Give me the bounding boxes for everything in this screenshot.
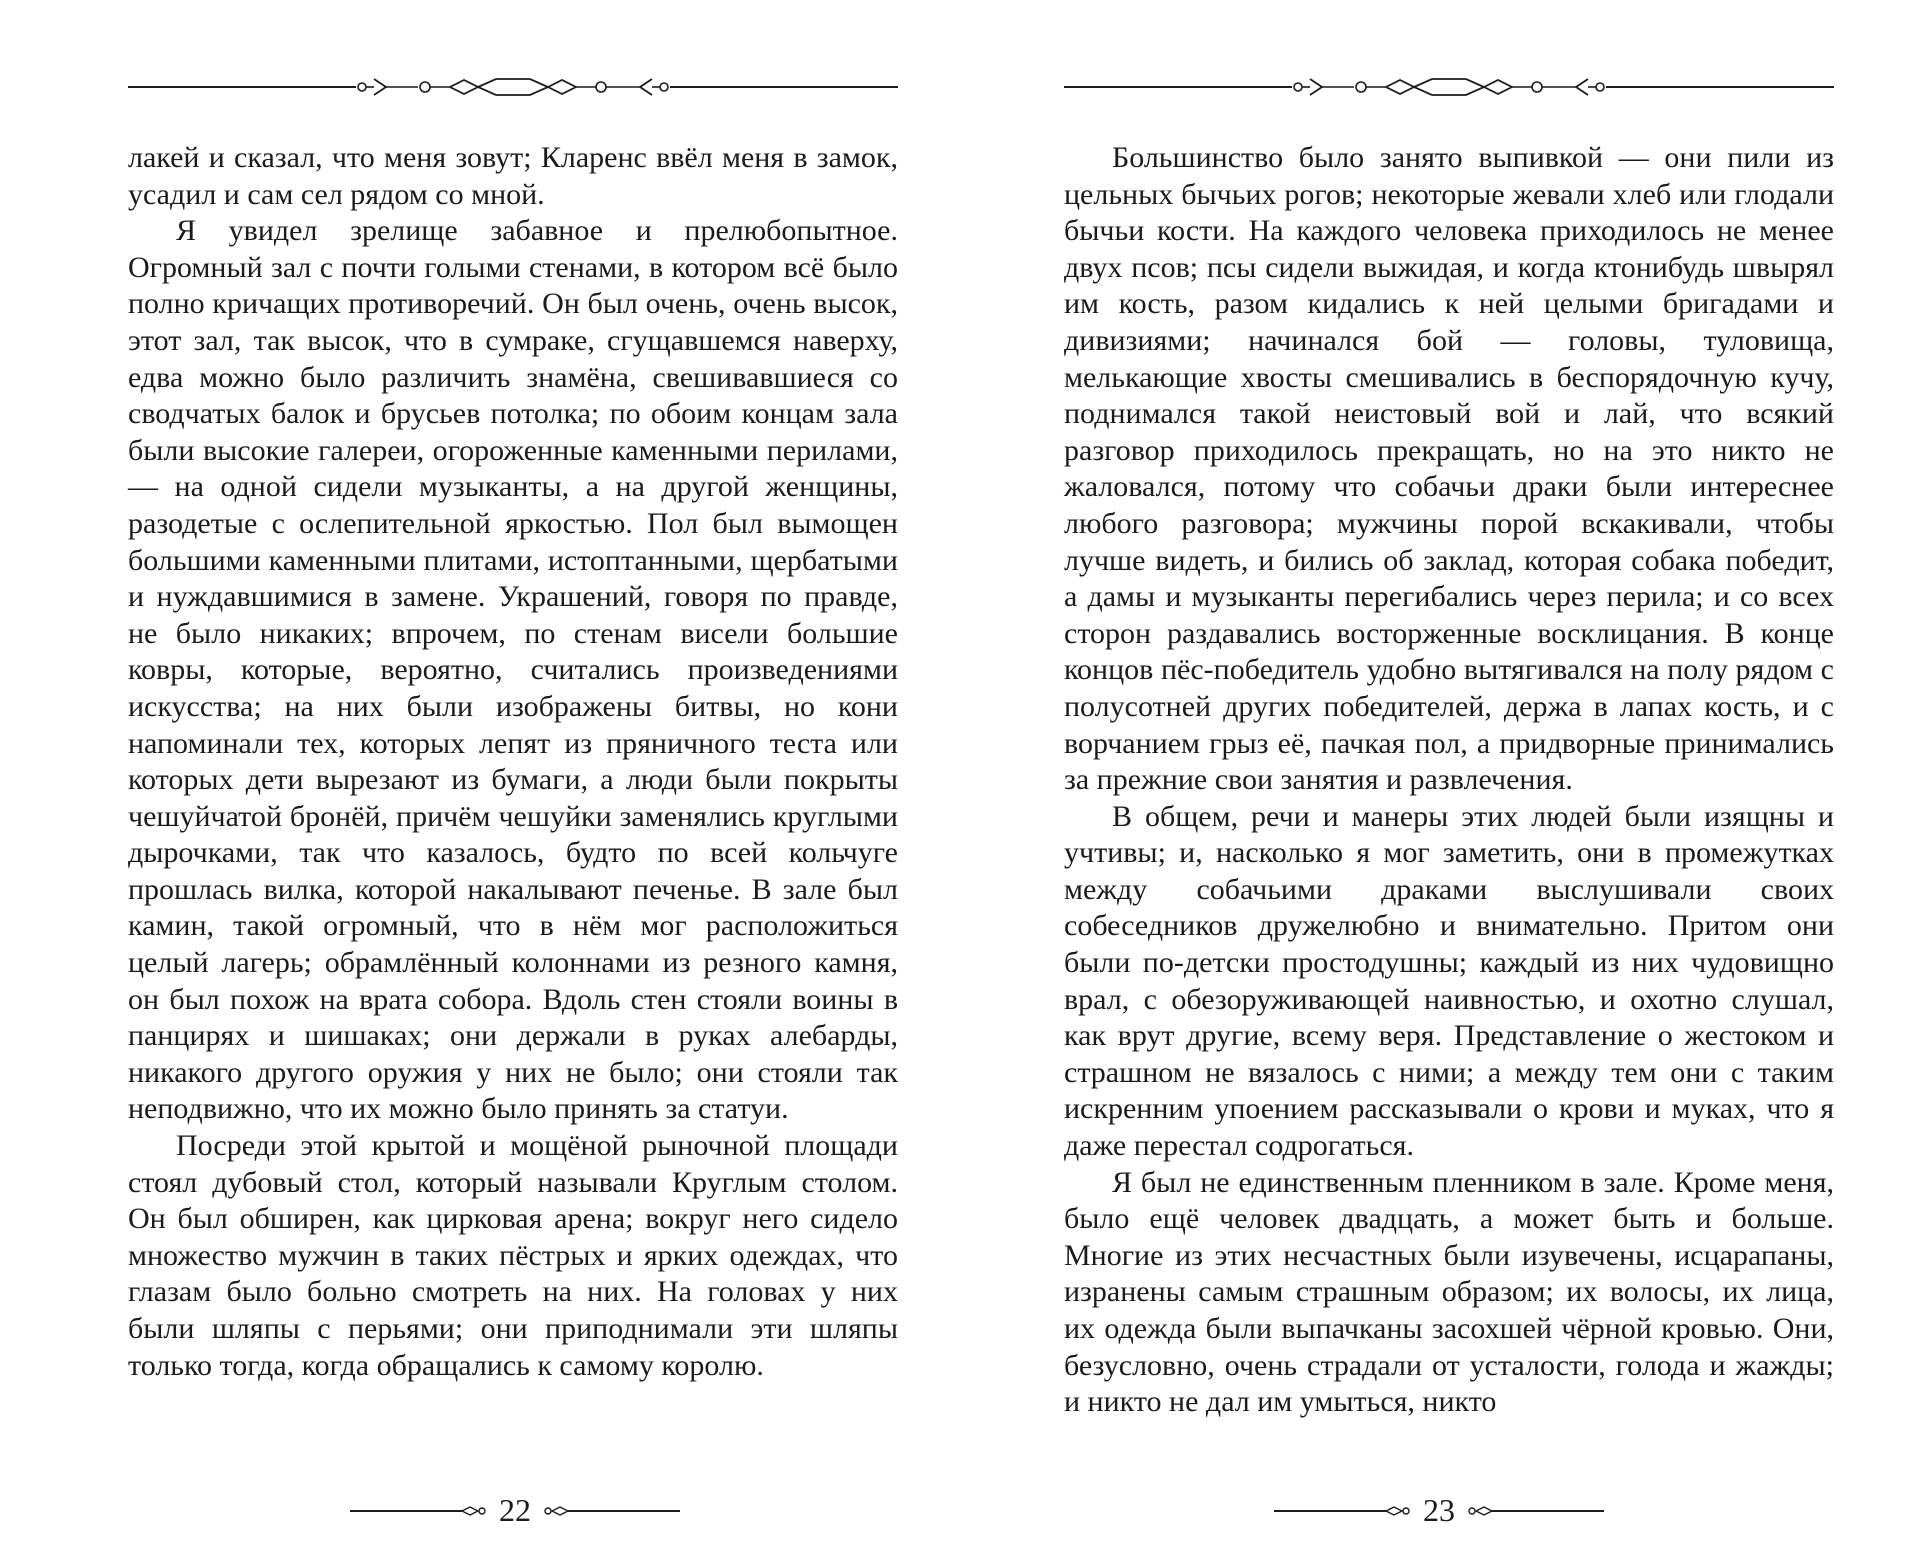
paragraph: Я увидел зрелище забавное и прелюбопытное. Огромный зал с почти голыми стенами, в котором всё было полно кричащих противоречий. Он был очень, очень высок, этот зал, так высок, что в сумраке, сгущавшемся наверху, едва можно было различить знамёна, свешивавшиеся со сводчатых балок и брусьев потолка; по обоим концам зала были высокие галереи, огороженные каменными перилами, — на одной сидели музыканты, а на другой женщины, разодетые с ослепительной яркостью. Пол был вымощен большими каменными плитами, истоптанными, щербатыми и нуждавшимися в замене. Украшений, говоря по правде, не было никаких; впрочем, по стенам висели большие ковры, которые, вероятно, считались произведениями искусства; на них были изображены битвы, но кони напоминали тех, которых лепят из пряничного теста или которых дети вырезают из бумаги, а люди были покрыты чешуйчатой бронёй, причём чешуйки заменялись круглыми дырочками, так что казалось, будто по всей кольчуге прошлась вилка, которой накалывают печенье. В зале был камин, такой огромный, что в нём мог расположиться целый лагерь; обрамлённый колоннами из резного камня, он был похож на врата собора. Вдоль стен стояли воины в панцирях и шишаках; они держали в руках алебарды, никакого другого оружия у них не было; они стояли так неподвижно, что их можно было принять за статуи.: [128, 214, 898, 1126]
top-ornament-divider: [1064, 72, 1834, 102]
paragraph: Большинство было занято выпивкой — они пили из цельных бычьих рогов; некоторые жевали хлеб или глодали бычьи кости. На каждого человека приходилось не менее двух псов; псы сидели выжидая, и когда ктонибудь швырял им кость, разом кидались к ней целыми бригадами и дивизиями; начинался бой — головы, туловища, мелькающие хвосты смешивались в беспорядочную кучу, поднимался такой неистовый вой и лай, что всякий разговор приходилось прекращать, но на это никто не жаловался, потому что собачьи драки были интереснее любого разговора; мужчины порой вскакивали, чтобы лучше видеть, и бились об заклад, которая собака победит, а дамы и музыканты перегибались через перила; и со всех сторон раздавались восторженные восклицания. В конце концов пёс-победитель удобно вытягивался на полу рядом с полусотней других победителей, держа в лапах кость, и с ворчанием грыз её, пачкая пол, а придворные принимались за прежние свои занятия и развлечения.: [1064, 141, 1834, 797]
top-ornament-divider: [128, 72, 898, 102]
page-number: 23: [1423, 1492, 1455, 1528]
left-page-text: [128, 140, 898, 1384]
left-page-footer: [350, 1492, 680, 1528]
right-page-footer: [1274, 1492, 1604, 1528]
paragraph: Посреди этой крытой и мощёной рыночной площади стоял дубовый стол, который называли Круглым столом. Он был обширен, как цирковая арена; вокруг него сидело множество мужчин в таких пёстрых и ярких одеждах, что глазам было больно смотреть на них. На головах у них были шляпы с перьями; они приподнимали эти шляпы только тогда, когда обращались к самому королю.: [128, 1129, 898, 1382]
paragraph: В общем, речи и манеры этих людей были изящны и учтивы; и, насколько я мог заметить, они в промежутках между собачьими драками выслушивали своих собеседников дружелюбно и внимательно. Притом они были по-детски простодушны; каждый из них чудовищно врал, с обезоруживающей наивностью, и охотно слушал, как врут другие, всему веря. Представление о жестоком и страшном не вязалось с ними; а между тем они с таким искренним упоением рассказывали о крови и муках, что я даже перестал содрогаться.: [1064, 799, 1834, 1163]
right-page-text: [1064, 140, 1834, 1421]
page-number: 22: [499, 1492, 531, 1528]
paragraph: лакей и сказал, что меня зовут; Кларенс ввёл меня в замок, усадил и сам сел рядом со мной.: [128, 141, 898, 211]
right-page: [962, 0, 1924, 1554]
paragraph: Я был не единственным пленником в зале. Кроме меня, было ещё человек двадцать, а может быть и больше. Многие из этих несчастных были изувечены, исцарапаны, изранены самым страшным образом; их волосы, их лица, их одежда были выпачканы засохшей чёрной кровью. Они, безусловно, очень страдали от усталости, голода и жажды; и никто не дал им умыться, никто: [1064, 1165, 1834, 1419]
